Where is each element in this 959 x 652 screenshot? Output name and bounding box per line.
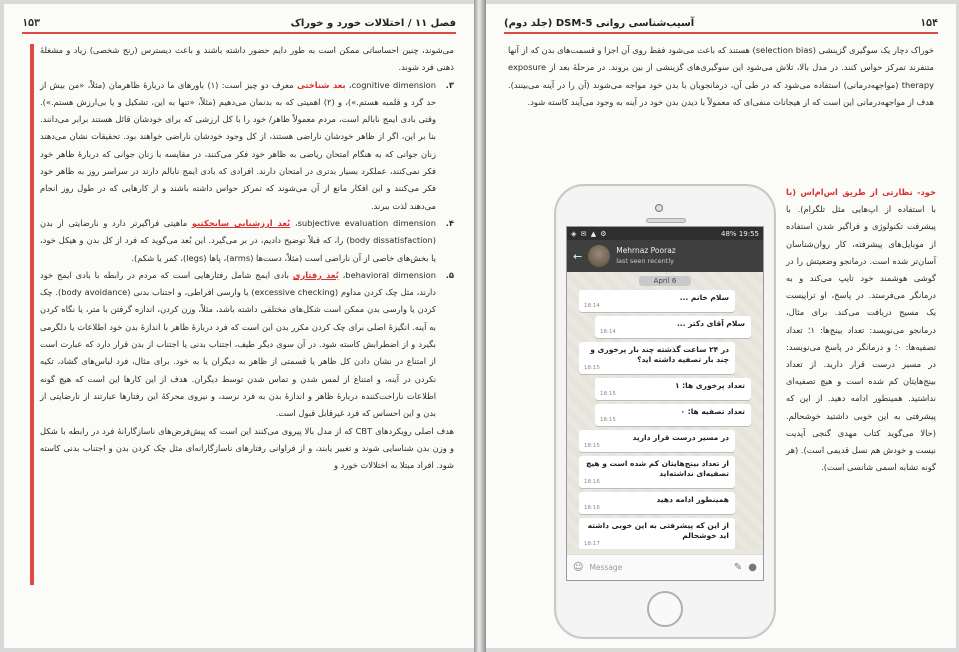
item-4-fa-term: بُعد ارزشیابی سابجکتیو — [191, 217, 291, 228]
item-4-number: ۴. — [445, 217, 454, 228]
chat-area — [567, 272, 763, 549]
mic-icon[interactable]: ● — [748, 562, 757, 573]
right-intro-paragraph: خوراک دچار یک سوگیری گزینشی (selection bias) هستند که باعث می‌شود فقط روی آن اجزا و قسمت‌های بدن که از آنها متنفرند تمرکز حواس کنند. در مدل بالا، تلاش می‌شود این سوگیری‌های گزینشی از بین بروند. در مرحلهٔ بعد از exposure therapy (مواجهه‌درمانی) استفاده می‌شود که در طی آن، درمانجویان با بدن خود مواجه می‌شوند (آن را در آینه می‌بینند). هدف از مواجهه‌درمانی این است که از هیجانات منفی‌ای که معمولاً با دیدن بدن خود در آینه به وجود می‌آیند کاسته شود. — [508, 45, 935, 107]
chat-message[interactable] — [579, 492, 735, 514]
item-5-fa-term: بُعد رفتاری — [292, 269, 339, 280]
left-body-text — [40, 42, 454, 474]
sms-self-monitoring-heading: خود- نظارتی از طریق اس‌ام‌اس (با — [786, 187, 936, 197]
chat-message[interactable] — [579, 342, 735, 374]
speaker-grille — [646, 218, 686, 223]
right-header-title: آسیب‌شناسی روانی DSM-5 (جلد دوم) — [504, 17, 695, 29]
smartphone-illustration — [554, 184, 776, 639]
status-battery: 48% — [721, 229, 737, 238]
right-side-column — [786, 184, 936, 476]
chat-message-time: 18:14 — [600, 329, 616, 335]
item-3-fa-term: بعد شناختی — [296, 79, 346, 90]
right-page — [486, 4, 956, 648]
item-3-number: ۳. — [445, 79, 454, 90]
message-input-bar — [567, 554, 763, 580]
date-chip: April 6 — [639, 276, 691, 286]
left-margin-highlight-bar — [30, 44, 34, 585]
chat-message-time: 18:15 — [584, 365, 600, 371]
left-page — [4, 4, 474, 648]
chat-message-text: در ۲۴ ساعت گذشته چند بار پرخوری و چند بار تصفیه داشته اید؟ — [590, 345, 729, 364]
item-3: ۳. cognitive dimension، بعد شناختی معرف دو چیز است: (۱) باورهای ما دربارهٔ ظاهرمان (مثلاً، «من بیش از حد گرد و قلمبه هستم.»)، و (۲) اهمیتی که به بدنمان می‌دهیم (مثلاً، «تنها به این، تشکیل و یا بی‌ارزش هستم.»). وقتی بادی ایمج نابالم است، مردم معمولاً ظاهر/ خود را با کل ارزشی که برای خودشان قائل هستند برابر می‌دانند. بنا بر این، اگر از ظاهر خودشان ناراضی هستند، از کل وجود خودشان ناراضی خواهند بود. تحقیقات نشان می‌دهند زنان جوانی که به هنگام امتحان ریاضی به ظاهر خود فکر می‌کنند، در مقایسه با زنان جوانی که دربارهٔ ظاهر خود فکر نمی‌کنند، عملکرد بسیار بدتری در امتحان دارند. افرادی که بادی ایمج نابالم دارند در سراسر روز به ظاهر خود فکر می‌کنند و این افکار مانع از آن می‌شوند که تمرکز حواس داشته باشند و از کارهایی که در طول روز انجام می‌دهند لذت ببرند. — [40, 77, 454, 215]
chat-message-text: از تعداد بینج‌هایتان کم شده است و هیچ تصفیه‌ای نداشته‌اید — [585, 459, 729, 478]
item-4-text: ماهیتی فراگیرتر دارد و نارضایتی از بدن (body dissatisfaction) را، که قبلاً توضیح دادیم، در بر می‌گیرد. این بُعد می‌گوید که فرد از کل بدن و هیکل خود، یا بخش‌های خاصی از آن ناراضی است (مثلاً، دست‌ها (arms)، پاها (legs)، کمر یا شکم). — [40, 217, 436, 263]
sms-self-monitoring-text: با استفاده از اپ‌هایی مثل تلگرام). با پیشرفت تکنولوژی و فراگیر شدن استفاده از موبایل‌های پیشرفته، کار روان‌شناسان آسان‌تر شده است. درمانجو وضعیتش را در گوشی هوشمند خود تایپ می‌کند و به درمانگر می‌فرستد. در پاسخ، او تراپیست یک مسیج دریافت می‌کند. برای مثال، درمانجو می‌نویسد: تعداد بینج‌ها: ۱؛ تعداد تصفیه‌ها: ۰؛ و درمانگر در پاسخ می‌نویسد: در مسیر درست قرار دارید. از تعداد بینج‌هایتان کم شده است و هیچ تصفیه‌ای نداشتید. همینطور ادامه دهید. از این که پیشرفتی به این خوبی داشتید خوشحالم. (حالا می‌گوید کتاب مهدی گنجی آپدیت نیست و خودش هم نسل قدیمی است). (هر گونه تشابه اسمی شانسی است). — [786, 204, 936, 473]
chat-message-time: 18:14 — [584, 303, 600, 309]
item-5-number: ۵. — [445, 269, 454, 280]
left-header-title: فصل ۱۱ / اختلالات خورد و خوراک — [290, 17, 456, 29]
left-page-number: ۱۵۳ — [22, 17, 41, 29]
chat-message[interactable] — [595, 378, 751, 400]
chat-message-time: 18:16 — [584, 479, 600, 485]
book-spine — [474, 0, 486, 652]
phone-screen — [566, 226, 764, 581]
chat-message[interactable] — [579, 518, 735, 549]
contact-status: last seen recently — [616, 257, 675, 265]
chat-message-text: تعداد پرخوری ها: ۱ — [674, 381, 745, 390]
chat-message-text: در مسیر درست قرار دارید — [632, 433, 729, 442]
chat-header — [567, 240, 763, 272]
left-closing-paragraph: هدف اصلی رویکردهای CBT که از مدل بالا پیروی می‌کنند این است که پیش‌فرض‌های ناسازگارانهٔ فرد در رابطه با شکل و وزن بدن شناسایی شوند و تغییر یابند، و از فراوانی رفتارهای ناسازگارانه‌ای مثل چک کردن بدن و اجتناب بدنی کاسته شود. افراد مبتلا به اختلالات خورد و — [40, 425, 454, 471]
chat-message[interactable] — [595, 404, 751, 426]
chat-message-text: سلام خانم ... — [679, 293, 729, 302]
emoji-icon[interactable]: ☺ — [573, 562, 584, 573]
chat-message[interactable] — [595, 316, 751, 338]
right-page-header — [504, 14, 938, 34]
phone-top-bezel — [556, 198, 774, 218]
chat-message-time: 18:15 — [600, 391, 616, 397]
attach-icon[interactable]: ✎ — [733, 562, 743, 573]
status-right — [721, 230, 759, 238]
chat-message-time: 18:17 — [584, 541, 600, 547]
item-5-text: بادی ایمج شامل رفتارهایی است که مردم در رابطه با بادی ایمج خود دارند، مثل چک کردن مداوم (excessive checking) یا وارسی افراطی، و اجتناب بدنی (body avoidance). چک کردن یا وارسی بدن ممکن است شکل‌های مختلفی داشته باشد، مثلاً، وزن کردن، اندازه گرفتن با متر، یا نگاه کردن به آینه. انگیزهٔ اصلی برای چک کردن مکرر بدن این است که فرد دربارهٔ ظاهر با اندازهٔ بدن خود اطلاعات یا دلگرمی بگیرد و از اضطرابش کاسته شود. در آن سوی دیگر طیف، اجتناب بدنی یا اجتناب از بدن قرار دارد که عبارت است از امتناع در نشان دادن کل ظاهر یا قسمتی از ظاهر به دیگران یا به خود. برای مثال، فرد لباس‌های گشاد، تکیه نکردن در آینه، و امتناع از لمس شدن و تماس شدن توسط دیگران. هدف از این کارها این است که هیچ گونه اطلاعات ناراحت‌کننده دربارهٔ ظاهر و اندازهٔ بدن به فرد نرسد، و نیروی محرکهٔ این رفتارها عبارتند از نارضایتی از بدن و این احساس که فرد غیرقابل قبول است. — [40, 269, 436, 419]
chat-message-text: از این که پیشرفتی به این خوبی داشته اید خوشحالم — [587, 521, 729, 540]
chat-message[interactable] — [579, 430, 735, 452]
back-arrow-icon[interactable]: ← — [573, 249, 583, 263]
chat-message-text: تعداد تصفیه ها: ۰ — [680, 407, 745, 416]
status-time: 19:55 — [738, 229, 759, 238]
avatar[interactable] — [588, 245, 610, 267]
item-4: ۴. subjective evaluation dimension، بُعد ارزشیابی سابجکتیو ماهیتی فراگیرتر دارد و نارضایتی از بدن (body dissatisfaction) را، که قبلاً توضیح دادیم، در بر می‌گیرد. این بُعد می‌گوید که فرد از کل بدن و هیکل خود، یا بخش‌های خاصی از آن ناراضی است (مثلاً، دست‌ها (arms)، پاها (legs)، کمر یا شکم). — [40, 215, 454, 267]
item-5-en-term: behavioral dimension — [345, 269, 436, 280]
left-page-header — [22, 14, 456, 34]
chat-message-text: همینطور ادامه دهید — [656, 495, 729, 504]
contact-name: Mehrnaz Pooraz — [616, 246, 676, 255]
camera-icon — [655, 204, 663, 212]
chat-message-text: سلام آقای دکتر ... — [676, 319, 745, 328]
item-4-en-term: subjective evaluation dimension — [297, 217, 436, 228]
item-3-text: معرف دو چیز است: (۱) باورهای ما دربارهٔ ظاهرمان (مثلاً، «من بیش از حد گرد و قلمبه هستم.»)، و (۲) اهمیتی که به بدنمان می‌دهیم (مثلاً، «تنها به این، تشکیل و یا بی‌ارزش هستم.»). وقتی بادی ایمج نابالم است، مردم معمولاً ظاهر/ خود را با کل ارزشی که برای خودشان قائل هستند برابر می‌دانند. بنا بر این، اگر از ظاهر خودشان ناراضی هستند، از کل وجود خودشان ناراضی خواهند بود. تحقیقات نشان می‌دهند زنان جوانی که به هنگام امتحان ریاضی به ظاهر خود فکر می‌کنند، در مقایسه با زنان جوانی که دربارهٔ ظاهر خود فکر نمی‌کنند، عملکرد بسیار بدتری در امتحان دارند. افرادی که بادی ایمج نابالم دارند در سراسر روز به ظاهر خود فکر می‌کنند و این افکار مانع از آن می‌شوند که تمرکز حواس داشته باشند و از کارهایی که در طول روز انجام می‌دهند لذت ببرند. — [40, 79, 436, 211]
item-3-en-term: cognitive dimension — [351, 79, 436, 90]
message-input[interactable]: Message — [589, 563, 623, 572]
status-bar — [567, 227, 763, 240]
item-5: ۵. behavioral dimension، بُعد رفتاری بادی ایمج شامل رفتارهایی است که مردم در رابطه با بادی ایمج خود دارند، مثل چک کردن مداوم (excessive checking) یا وارسی افراطی، و اجتناب بدنی (body avoidance). چک کردن یا وارسی بدن ممکن است شکل‌های مختلفی داشته باشد، مثلاً، وزن کردن، اندازه گرفتن با متر، یا نگاه کردن به آینه. انگیزهٔ اصلی برای چک کردن مکرر بدن این است که فرد دربارهٔ ظاهر با اندازهٔ بدن خود اطلاعات یا دلگرمی بگیرد و از اضطرابش کاسته شود. در آن سوی دیگر طیف، اجتناب بدنی یا اجتناب از بدن قرار دارد که عبارت است از امتناع در نشان دادن کل ظاهر یا قسمتی از ظاهر به دیگران یا به خود. برای مثال، فرد لباس‌های گشاد، تکیه نکردن در آینه، و امتناع از لمس شدن و تماس شدن توسط دیگران. هدف از این کارها این است که هیچ گونه اطلاعات ناراحت‌کننده دربارهٔ ظاهر و اندازهٔ بدن به فرد نرسد، و نیروی محرکهٔ این رفتارها عبارتند از نارضایتی از بدن و این احساس که فرد غیرقابل قبول است. — [40, 267, 454, 423]
chat-message[interactable] — [579, 290, 735, 312]
left-opening-paragraph: می‌شوند، چنین احساساتی ممکن است به طور دایم حضور داشته باشند و باعث دیسترس (رنج شخصی) زیاد و مشغلهٔ ذهنی فرد شوند. — [40, 45, 454, 73]
chat-message-time: 18:15 — [600, 417, 616, 423]
chat-message[interactable] — [579, 456, 735, 488]
home-button-icon[interactable] — [647, 591, 683, 627]
right-page-number: ۱۵۴ — [919, 17, 938, 29]
chat-message-time: 18:16 — [584, 505, 600, 511]
chat-message-time: 18:15 — [584, 443, 600, 449]
contact-info[interactable] — [616, 246, 676, 266]
status-icons: ◈ ✉ ▲ ⚙ — [571, 229, 608, 238]
